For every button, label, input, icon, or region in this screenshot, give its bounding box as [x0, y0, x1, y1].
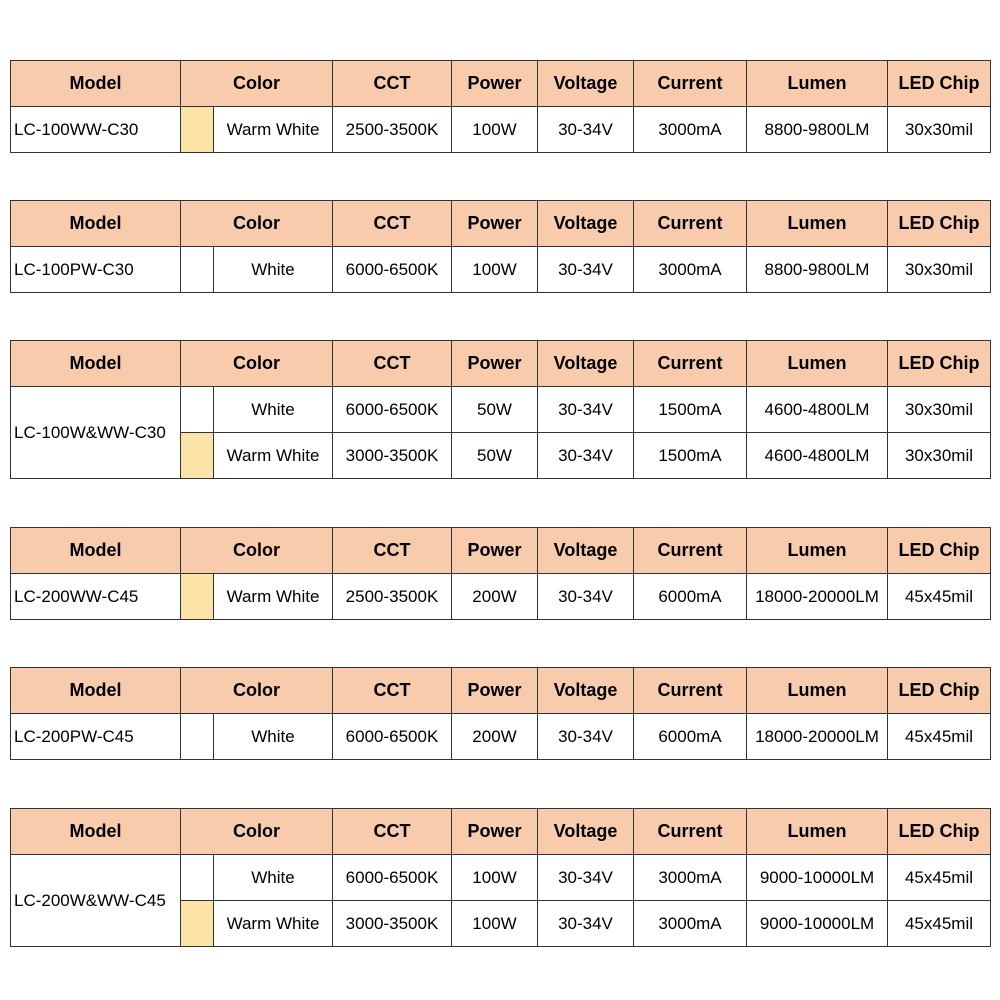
model-header: Model [11, 341, 181, 387]
current-cell: 3000mA [634, 247, 747, 293]
led-chip-cell: 30x30mil [888, 107, 991, 153]
current-cell: 3000mA [634, 855, 747, 901]
lumen-cell: 9000-10000LM [747, 901, 888, 947]
color-cell: White [214, 387, 333, 433]
voltage-header: Voltage [538, 668, 634, 714]
model-cell: LC-100W&WW-C30 [11, 387, 181, 479]
spec-table [10, 60, 991, 153]
cct-header: CCT [333, 341, 452, 387]
lumen-header: Lumen [747, 528, 888, 574]
power-header: Power [452, 528, 538, 574]
cct-cell: 6000-6500K [333, 714, 452, 760]
current-header: Current [634, 809, 747, 855]
model-header: Model [11, 201, 181, 247]
led-chip-header: LED Chip [888, 341, 991, 387]
header-row [11, 809, 991, 855]
table-row [11, 387, 991, 433]
color-header: Color [181, 668, 333, 714]
lumen-header: Lumen [747, 201, 888, 247]
model-cell: LC-200W&WW-C45 [11, 855, 181, 947]
cct-header: CCT [333, 528, 452, 574]
color-swatch [181, 387, 214, 433]
lumen-header: Lumen [747, 61, 888, 107]
cct-cell: 3000-3500K [333, 433, 452, 479]
led-chip-cell: 45x45mil [888, 855, 991, 901]
color-swatch [181, 714, 214, 760]
voltage-cell: 30-34V [538, 433, 634, 479]
lumen-header: Lumen [747, 668, 888, 714]
model-cell: LC-200WW-C45 [11, 574, 181, 620]
model-cell: LC-100PW-C30 [11, 247, 181, 293]
led-chip-cell: 45x45mil [888, 714, 991, 760]
header-row [11, 61, 991, 107]
led-chip-header: LED Chip [888, 201, 991, 247]
power-header: Power [452, 809, 538, 855]
voltage-header: Voltage [538, 528, 634, 574]
lumen-cell: 9000-10000LM [747, 855, 888, 901]
color-swatch [181, 107, 214, 153]
color-cell: Warm White [214, 433, 333, 479]
voltage-cell: 30-34V [538, 714, 634, 760]
spec-table [10, 340, 991, 479]
power-header: Power [452, 201, 538, 247]
cct-cell: 3000-3500K [333, 901, 452, 947]
color-header: Color [181, 809, 333, 855]
spec-table [10, 808, 991, 947]
voltage-cell: 30-34V [538, 247, 634, 293]
color-header: Color [181, 528, 333, 574]
cct-header: CCT [333, 61, 452, 107]
cct-cell: 6000-6500K [333, 855, 452, 901]
color-cell: Warm White [214, 107, 333, 153]
current-cell: 6000mA [634, 574, 747, 620]
cct-header: CCT [333, 201, 452, 247]
power-cell: 100W [452, 855, 538, 901]
voltage-cell: 30-34V [538, 574, 634, 620]
led-chip-header: LED Chip [888, 809, 991, 855]
lumen-cell: 18000-20000LM [747, 714, 888, 760]
lumen-cell: 4600-4800LM [747, 387, 888, 433]
color-cell: Warm White [214, 901, 333, 947]
model-cell: LC-100WW-C30 [11, 107, 181, 153]
color-cell: White [214, 247, 333, 293]
model-header: Model [11, 528, 181, 574]
led-chip-cell: 30x30mil [888, 247, 991, 293]
led-chip-cell: 45x45mil [888, 574, 991, 620]
cct-header: CCT [333, 668, 452, 714]
power-cell: 100W [452, 901, 538, 947]
cct-cell: 2500-3500K [333, 107, 452, 153]
color-swatch [181, 433, 214, 479]
voltage-header: Voltage [538, 61, 634, 107]
header-row [11, 668, 991, 714]
current-header: Current [634, 528, 747, 574]
voltage-header: Voltage [538, 341, 634, 387]
led-chip-cell: 30x30mil [888, 387, 991, 433]
current-cell: 1500mA [634, 387, 747, 433]
power-cell: 50W [452, 387, 538, 433]
color-cell: White [214, 855, 333, 901]
color-swatch [181, 901, 214, 947]
spec-table [10, 527, 991, 620]
cct-header: CCT [333, 809, 452, 855]
power-header: Power [452, 668, 538, 714]
table-row [11, 247, 991, 293]
power-header: Power [452, 61, 538, 107]
current-cell: 6000mA [634, 714, 747, 760]
color-swatch [181, 247, 214, 293]
voltage-header: Voltage [538, 201, 634, 247]
lumen-header: Lumen [747, 341, 888, 387]
header-row [11, 528, 991, 574]
color-header: Color [181, 201, 333, 247]
lumen-cell: 8800-9800LM [747, 247, 888, 293]
color-header: Color [181, 341, 333, 387]
power-cell: 200W [452, 714, 538, 760]
cct-cell: 6000-6500K [333, 247, 452, 293]
led-chip-cell: 45x45mil [888, 901, 991, 947]
power-header: Power [452, 341, 538, 387]
voltage-cell: 30-34V [538, 855, 634, 901]
color-cell: White [214, 714, 333, 760]
voltage-header: Voltage [538, 809, 634, 855]
led-chip-cell: 30x30mil [888, 433, 991, 479]
current-cell: 3000mA [634, 901, 747, 947]
color-cell: Warm White [214, 574, 333, 620]
spec-table [10, 667, 991, 760]
header-row [11, 201, 991, 247]
power-cell: 100W [452, 107, 538, 153]
led-chip-header: LED Chip [888, 61, 991, 107]
current-header: Current [634, 61, 747, 107]
lumen-header: Lumen [747, 809, 888, 855]
lumen-cell: 8800-9800LM [747, 107, 888, 153]
current-cell: 3000mA [634, 107, 747, 153]
power-cell: 100W [452, 247, 538, 293]
cct-cell: 2500-3500K [333, 574, 452, 620]
current-header: Current [634, 201, 747, 247]
spec-table [10, 200, 991, 293]
led-chip-header: LED Chip [888, 528, 991, 574]
voltage-cell: 30-34V [538, 107, 634, 153]
lumen-cell: 4600-4800LM [747, 433, 888, 479]
table-row [11, 574, 991, 620]
model-header: Model [11, 61, 181, 107]
voltage-cell: 30-34V [538, 387, 634, 433]
cct-cell: 6000-6500K [333, 387, 452, 433]
color-swatch [181, 855, 214, 901]
table-row [11, 855, 991, 901]
model-cell: LC-200PW-C45 [11, 714, 181, 760]
table-row [11, 107, 991, 153]
model-header: Model [11, 809, 181, 855]
lumen-cell: 18000-20000LM [747, 574, 888, 620]
model-header: Model [11, 668, 181, 714]
led-chip-header: LED Chip [888, 668, 991, 714]
table-row [11, 714, 991, 760]
current-header: Current [634, 341, 747, 387]
voltage-cell: 30-34V [538, 901, 634, 947]
header-row [11, 341, 991, 387]
power-cell: 50W [452, 433, 538, 479]
color-swatch [181, 574, 214, 620]
current-cell: 1500mA [634, 433, 747, 479]
current-header: Current [634, 668, 747, 714]
color-header: Color [181, 61, 333, 107]
power-cell: 200W [452, 574, 538, 620]
